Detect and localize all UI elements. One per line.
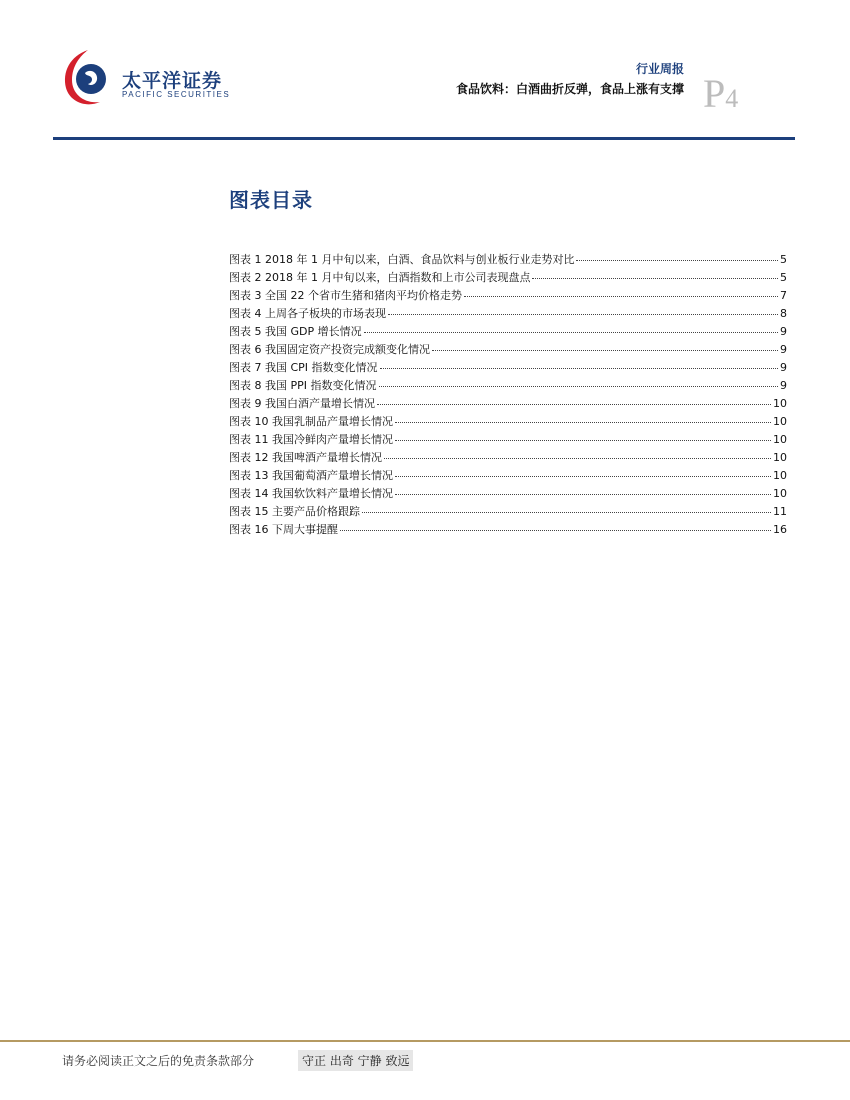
toc-leader: [384, 446, 771, 459]
toc-item-label: 图表 1 2018 年 1 月中旬以来，白酒、食品饮料与创业板行业走势对比: [229, 253, 575, 266]
toc-item-label: 图表 4 上周各子板块的市场表现: [229, 307, 386, 320]
toc-leader: [576, 248, 778, 261]
toc-item-page: 5: [780, 253, 787, 266]
toc-leader: [379, 374, 779, 387]
report-title: 食品饮料：白酒曲折反弹，食品上涨有支撑: [455, 82, 684, 96]
toc-leader: [364, 320, 778, 333]
toc-item-label: 图表 9 我国白酒产量增长情况: [229, 397, 375, 410]
toc-leader: [395, 428, 771, 441]
toc-item-page: 10: [773, 487, 787, 500]
toc-item-page: 7: [780, 289, 787, 302]
page-number: 4: [725, 84, 739, 113]
toc-item-label: 图表 7 我国 CPI 指数变化情况: [229, 361, 378, 374]
header-divider: [53, 137, 795, 140]
toc-leader: [380, 356, 778, 369]
toc-item-page: 10: [773, 433, 787, 446]
toc-leader: [464, 284, 778, 297]
toc-heading: 图表目录: [229, 188, 313, 212]
toc-item-page: 10: [773, 469, 787, 482]
toc-item-label: 图表 13 我国葡萄酒产量增长情况: [229, 469, 393, 482]
toc-item-label: 图表 6 我国固定资产投资完成额变化情况: [229, 343, 430, 356]
toc-leader: [432, 338, 778, 351]
toc-leader: [395, 464, 771, 477]
toc-list: [229, 250, 787, 538]
toc-item-label: 图表 3 全国 22 个省市生猪和猪肉平均价格走势: [229, 289, 462, 302]
page-prefix: P: [703, 71, 726, 116]
toc-item-page: 11: [773, 505, 787, 518]
toc-item-page: 5: [780, 271, 787, 284]
toc-item-label: 图表 2 2018 年 1 月中旬以来，白酒指数和上市公司表现盘点: [229, 271, 531, 284]
page-number-mark: [703, 71, 739, 116]
toc-item-page: 8: [780, 307, 787, 320]
toc-leader: [532, 266, 778, 279]
logo-name: 太平洋证券: [122, 70, 223, 92]
toc-item-page: 9: [780, 361, 787, 374]
toc-item[interactable]: [229, 520, 787, 538]
toc-item-label: 图表 15 主要产品价格跟踪: [229, 505, 360, 518]
footer-motto: 守正 出奇 宁静 致远: [298, 1050, 413, 1071]
footer-disclaimer: 请务必阅读正文之后的免责条款部分: [62, 1054, 255, 1068]
toc-item-page: 9: [780, 325, 787, 338]
report-type: 行业周报: [635, 62, 684, 76]
toc-leader: [388, 302, 778, 315]
toc-leader: [362, 500, 771, 513]
toc-item-page: 9: [780, 379, 787, 392]
toc-item-label: 图表 11 我国冷鲜肉产量增长情况: [229, 433, 393, 446]
toc-item-label: 图表 16 下周大事提醒: [229, 523, 338, 536]
toc-leader: [395, 410, 771, 423]
toc-item-label: 图表 14 我国软饮料产量增长情况: [229, 487, 393, 500]
toc-item-page: 10: [773, 415, 787, 428]
toc-item-label: 图表 8 我国 PPI 指数变化情况: [229, 379, 377, 392]
toc-leader: [395, 482, 771, 495]
toc-item-label: 图表 5 我国 GDP 增长情况: [229, 325, 362, 338]
toc-item-page: 16: [773, 523, 787, 536]
logo-english-name: PACIFIC SECURITIES: [122, 90, 231, 99]
toc-leader: [340, 518, 771, 531]
logo-icon: [58, 46, 118, 110]
footer-divider: [0, 1040, 850, 1042]
toc-item-page: 10: [773, 451, 787, 464]
toc-item-page: 9: [780, 343, 787, 356]
toc-item-label: 图表 12 我国啤酒产量增长情况: [229, 451, 382, 464]
toc-leader: [377, 392, 771, 405]
toc-item-label: 图表 10 我国乳制品产量增长情况: [229, 415, 393, 428]
toc-item-page: 10: [773, 397, 787, 410]
